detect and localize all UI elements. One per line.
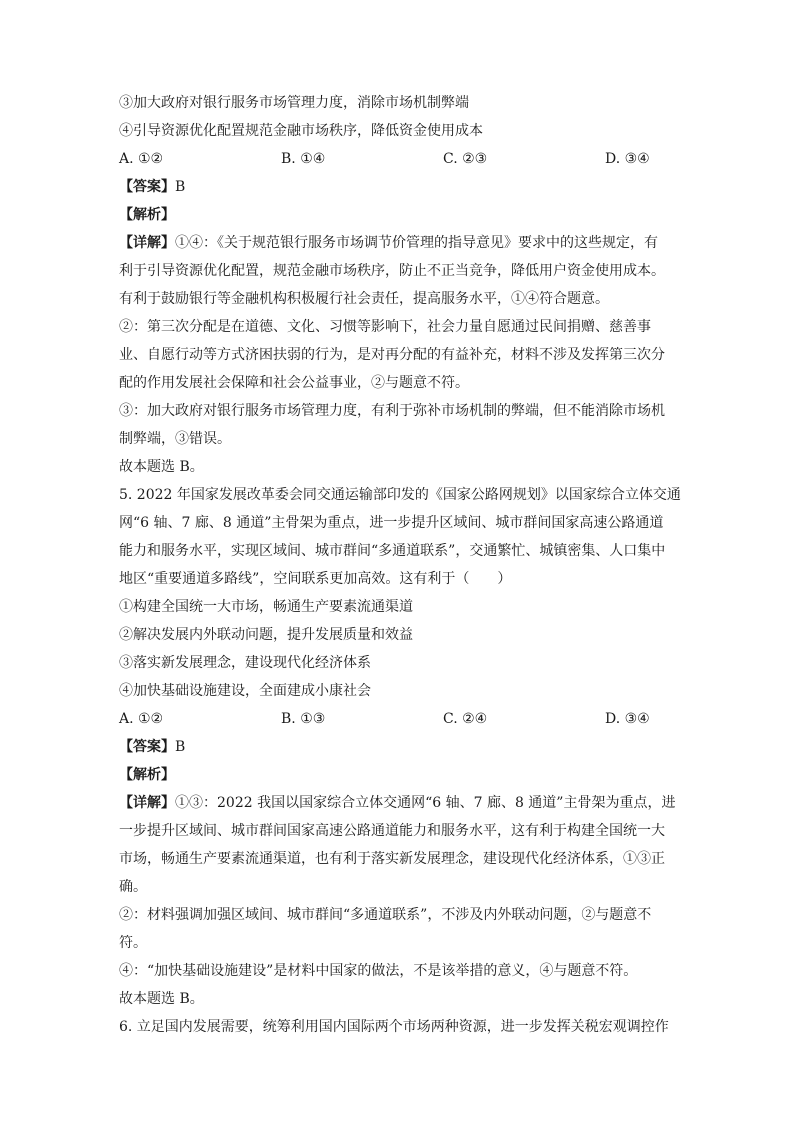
q4-choice-a: A. ①② [119, 151, 164, 167]
q4-option-3: ③加大政府对银行服务市场管理力度，消除市场机制弊端 [119, 95, 469, 111]
answer-label: 【答案】 [119, 739, 175, 755]
q4-detail-line: 【详解】①④：《关于规范银行服务市场调节价管理的指导意见》要求中的这些规定，有 [119, 235, 658, 251]
q5-detail-line: 市场，畅通生产要素流通渠道，也有利于落实新发展理念，建设现代化经济体系，①③正 [119, 851, 665, 867]
q5-choice-b: B. ①③ [281, 711, 326, 727]
q5-detail-line: 一步提升区域间、城市群间国家高速公路通道能力和服务水平，这有利于构建全国统一大 [119, 823, 665, 839]
q4-choice-c: C. ②③ [443, 151, 488, 167]
q4-analysis-label: 【解析】 [119, 207, 175, 223]
q4-choice-b: B. ①④ [281, 151, 326, 167]
q5-option-2: ②解决发展内外联动问题，提升发展质量和效益 [119, 627, 413, 643]
q4-detail-line: ③：加大政府对银行服务市场管理力度，有利于弥补市场机制的弊端，但不能消除市场机 [119, 403, 665, 419]
q5-detail-line: ②：材料强调加强区域间、城市群间“多通道联系”，不涉及内外联动问题，②与题意不 [119, 907, 652, 923]
q5-answer [119, 737, 679, 757]
detail-label: 【详解】 [119, 235, 175, 251]
q5-detail-line: 符。 [119, 935, 147, 951]
q4-detail-line: 配的作用发展社会保障和社会公益事业，②与题意不符。 [119, 375, 469, 391]
q5-conclusion: 故本题选 B。 [119, 991, 204, 1007]
answer-value: B [175, 179, 186, 195]
q5-stem-line: 能力和服务水平，实现区域间、城市群间“多通道联系”，交通繁忙、城镇密集、人口集中 [119, 543, 666, 559]
q4-detail-line: 利于引导资源优化配置，规范金融市场秩序，防止不正当竞争，降低用户资金使用成本。 [119, 263, 665, 279]
q4-detail-line: 有利于鼓励银行等金融机构积极履行社会责任，提高服务水平，①④符合题意。 [119, 291, 609, 307]
q5-detail-line: ④：“加快基础设施建设”是材料中国家的做法，不是该举措的意义，④与题意不符。 [119, 963, 638, 979]
q5-stem-line: 地区“重要通道多路线”，空间联系更加高效。这有利于（ ） [119, 571, 512, 587]
q4-choice-d: D. ③④ [605, 151, 650, 167]
detail-label: 【详解】 [119, 795, 175, 811]
q5-detail-line: 【详解】①③：2022 我国以国家综合立体交通网“6 轴、7 廊、8 通道”主骨架为重点，进 [119, 795, 676, 811]
q4-option-4: ④引导资源优化配置规范金融市场秩序，降低资金使用成本 [119, 123, 483, 139]
q5-option-4: ④加快基础设施建设，全面建成小康社会 [119, 683, 371, 699]
q5-stem-line: 5. 2022 年国家发展改革委会同交通运输部印发的《国家公路网规划》以国家综合立体交通 [119, 487, 681, 503]
q5-analysis-label: 【解析】 [119, 767, 175, 783]
q4-detail-line: 业、自愿行动等方式济困扶弱的行为，是对再分配的有益补充，材料不涉及发挥第三次分 [119, 347, 665, 363]
q5-stem-line: 网“6 轴、7 廊、8 通道”主骨架为重点，进一步提升区域间、城市群间国家高速公路通道 [119, 515, 664, 531]
answer-value: B [175, 739, 186, 755]
q6-stem-line: 6. 立足国内发展需要，统筹利用国内国际两个市场两种资源，进一步发挥关税宏观调控作 [119, 1019, 669, 1035]
q4-conclusion: 故本题选 B。 [119, 459, 204, 475]
q5-choice-c: C. ②④ [443, 711, 488, 727]
q4-detail-line: ②：第三次分配是在道德、文化、习惯等影响下，社会力量自愿通过民间捐赠、慈善事 [119, 319, 651, 335]
q5-choice-d: D. ③④ [605, 711, 650, 727]
q5-option-3: ③落实新发展理念，建设现代化经济体系 [119, 655, 371, 671]
q5-detail-line: 确。 [119, 879, 147, 895]
answer-label: 【答案】 [119, 179, 175, 195]
q4-detail-line: 制弊端，③错误。 [119, 431, 231, 447]
q4-answer [119, 177, 679, 197]
q5-option-1: ①构建全国统一大市场，畅通生产要素流通渠道 [119, 599, 413, 615]
q5-choice-a: A. ①② [119, 711, 164, 727]
